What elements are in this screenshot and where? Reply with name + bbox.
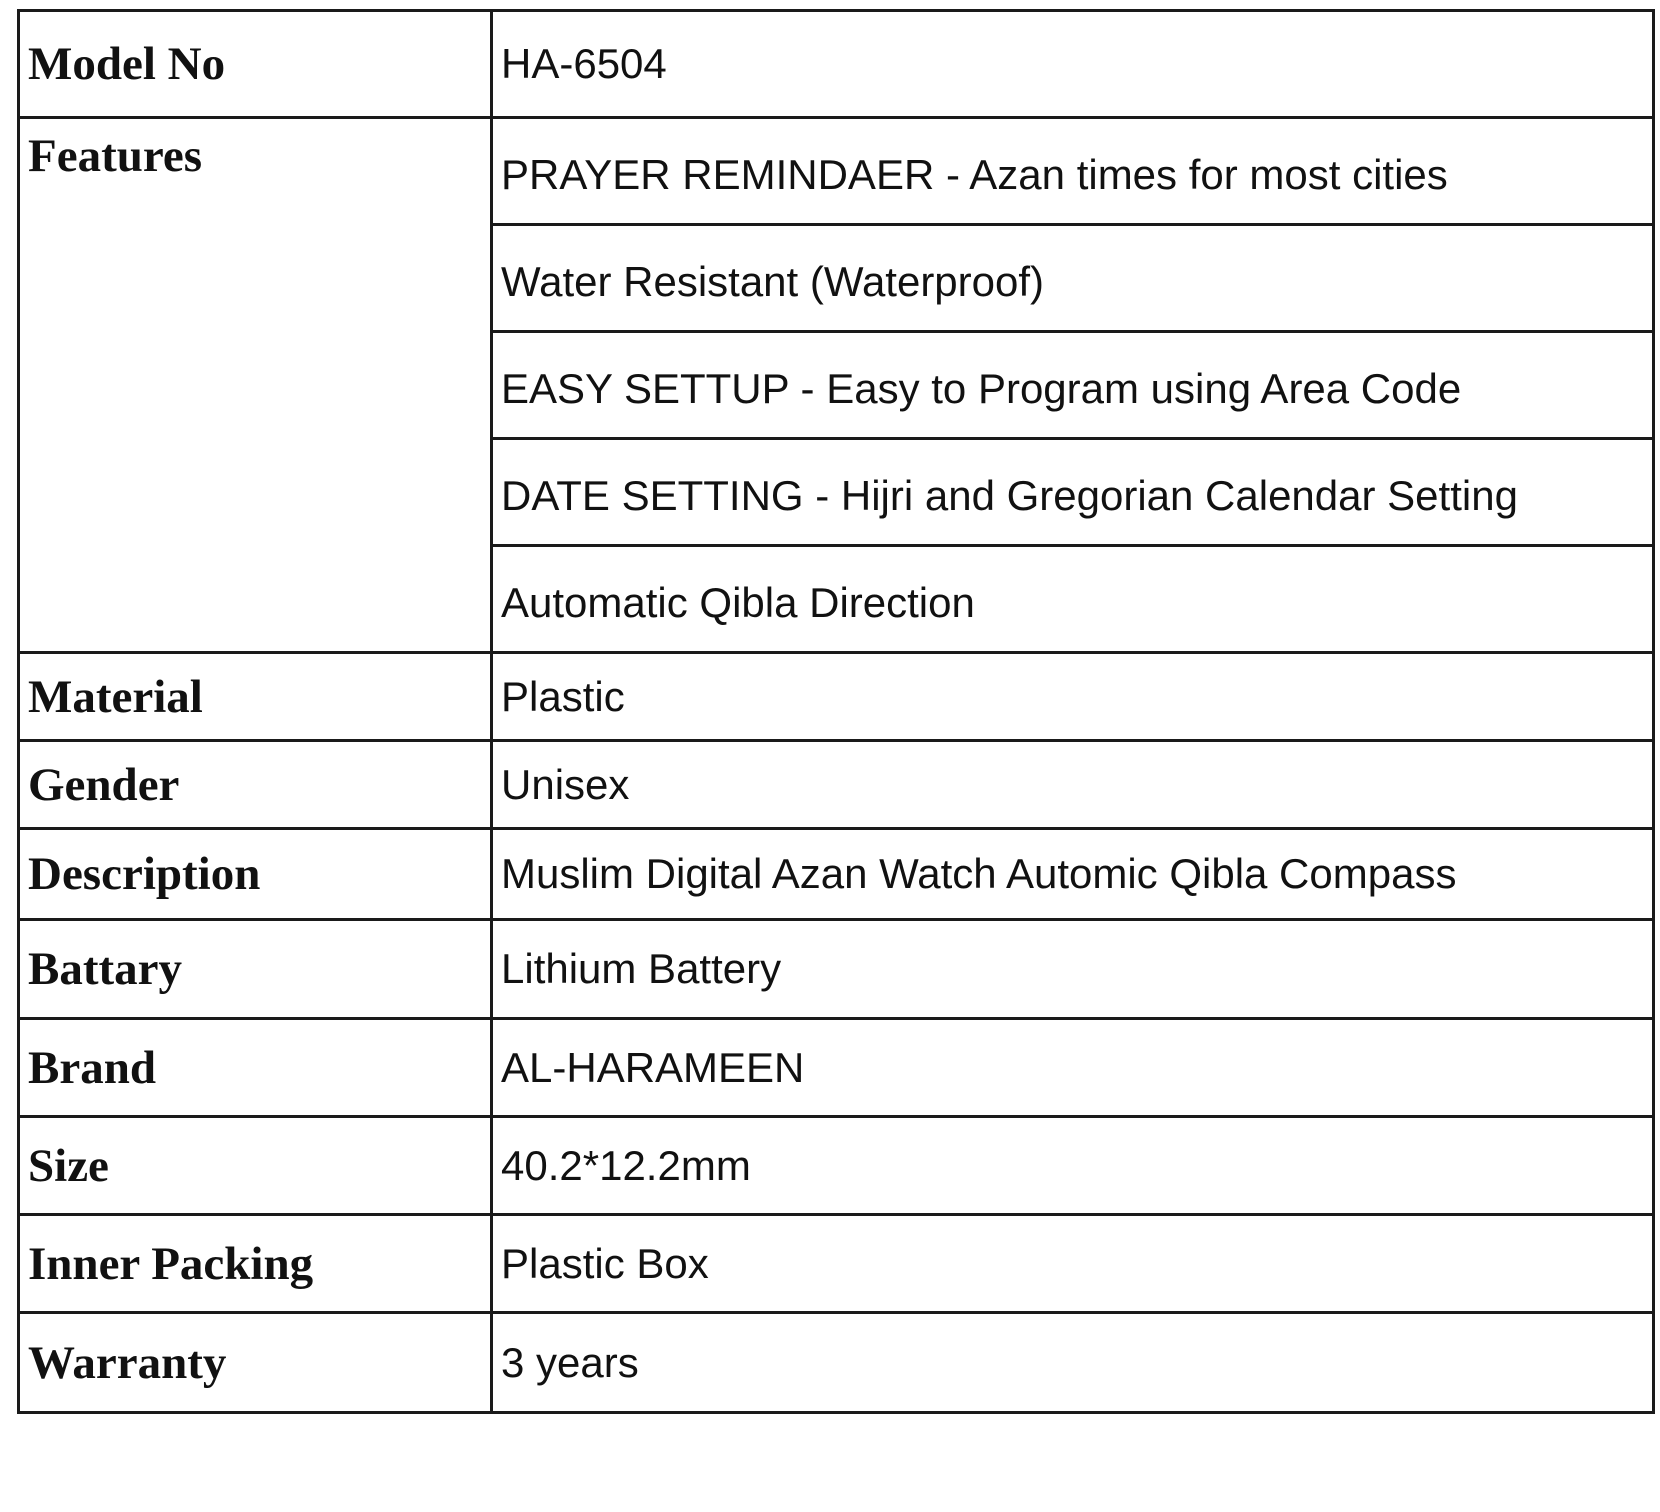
feature-item: Automatic Qibla Direction	[492, 546, 1654, 653]
description-label: Description	[19, 829, 492, 920]
feature-item: EASY SETTUP - Easy to Program using Area Code	[492, 332, 1654, 439]
inner-packing-label: Inner Packing	[19, 1215, 492, 1313]
size-label: Size	[19, 1117, 492, 1215]
table-row-feature	[19, 118, 1654, 225]
product-spec-table	[17, 9, 1655, 1414]
table-row-gender	[19, 741, 1654, 829]
feature-item: Water Resistant (Waterproof)	[492, 225, 1654, 332]
feature-item: DATE SETTING - Hijri and Gregorian Calendar Setting	[492, 439, 1654, 546]
table-row-size	[19, 1117, 1654, 1215]
model-no-value: HA-6504	[492, 11, 1654, 118]
table-row-model-no	[19, 11, 1654, 118]
battary-label: Battary	[19, 920, 492, 1019]
table-row-material	[19, 653, 1654, 741]
features-label: Features	[19, 118, 492, 653]
gender-value: Unisex	[492, 741, 1654, 829]
material-label: Material	[19, 653, 492, 741]
inner-packing-value: Plastic Box	[492, 1215, 1654, 1313]
battary-value: Lithium Battery	[492, 920, 1654, 1019]
model-no-label: Model No	[19, 11, 492, 118]
table-row-description	[19, 829, 1654, 920]
material-value: Plastic	[492, 653, 1654, 741]
table-row-warranty	[19, 1313, 1654, 1413]
description-value: Muslim Digital Azan Watch Automic Qibla Compass	[492, 829, 1654, 920]
table-row-battary	[19, 920, 1654, 1019]
brand-label: Brand	[19, 1019, 492, 1117]
table-row-brand	[19, 1019, 1654, 1117]
warranty-value: 3 years	[492, 1313, 1654, 1413]
brand-value: AL-HARAMEEN	[492, 1019, 1654, 1117]
feature-item: PRAYER REMINDAER - Azan times for most cities	[492, 118, 1654, 225]
size-value: 40.2*12.2mm	[492, 1117, 1654, 1215]
table-row-inner-packing	[19, 1215, 1654, 1313]
gender-label: Gender	[19, 741, 492, 829]
warranty-label: Warranty	[19, 1313, 492, 1413]
